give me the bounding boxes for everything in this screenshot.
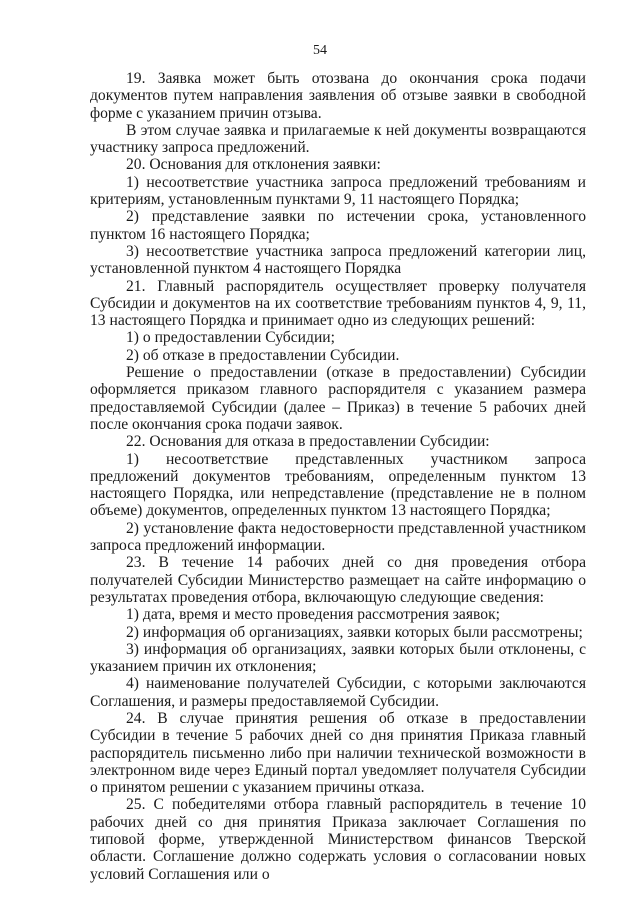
paragraph-23-item-2: 2) информация об организациях, заявки которых были рассмотрены; xyxy=(126,623,583,641)
paragraph-23-item-3: 3) информация об организациях, заявки которых были отклонены, с указанием причин их отклонения; xyxy=(90,640,586,676)
paragraph-20-item-2: 2) представление заявки по истечении срока, установленного пунктом 16 настоящего Порядка; xyxy=(90,208,586,243)
paragraph-23-item-4: 4) наименование получателей Субсидии, с которыми заключаются Соглашения, и размеры предоставляемой Субсидии. xyxy=(90,675,586,710)
paragraph-23: 23. В течение 14 рабочих дней со дня проведения отбора получателей Субсидии Министерство размещает на сайте информацию о результатах проведения отбора, включающую следующие сведения: xyxy=(90,554,586,606)
paragraph-22-item-2: 2) установление факта недостоверности представленной участником запроса предложений информации. xyxy=(90,519,586,555)
document-body xyxy=(90,70,586,883)
paragraph-21-decision: Решение о предоставлении (отказе в предоставлении) Субсидии оформляется приказом главного распорядителя с указанием размера предоставляемой Субсидии (далее – Приказ) в течение 5 рабочих дней после окончания срока подачи заявок. xyxy=(90,364,586,433)
page-number: 54 xyxy=(313,43,327,58)
paragraph-24: 24. В случае принятия решения об отказе в предоставлении Субсидии в течение 5 рабочих дней со дня принятия Приказа главный распорядитель письменно либо при наличии технической возможности в электронном виде через Единый портал уведомляет получателя Субсидии о принятом решении с указанием причины отказа. xyxy=(90,709,586,797)
paragraph-20-heading: 20. Основания для отклонения заявки: xyxy=(126,156,381,174)
paragraph-21-item-1: 1) о предоставлении Субсидии; xyxy=(126,329,335,347)
paragraph-20-item-1: 1) несоответствие участника запроса предложений требованиям и критериям, установленным пунктами 9, 11 настоящего Порядка; xyxy=(90,173,586,209)
paragraph-20-item-3: 3) несоответствие участника запроса предложений категории лиц, установленной пунктом 4 настоящего Порядка xyxy=(90,242,586,278)
paragraph-25: 25. С победителями отбора главный распорядитель в течение 10 рабочих дней со дня принятия Приказа заключает Соглашения по типовой форме, утвержденной Министерством финансов Тверской области. Соглашение должно содержать условия о согласовании новых условий Соглашения или о xyxy=(90,796,586,883)
paragraph-21: 21. Главный распорядитель осуществляет проверку получателя Субсидии и документов на их соответствие требованиям пунктов 4, 9, 11, 13 настоящего Порядка и принимает одно из следующих решений: xyxy=(90,277,586,330)
paragraph-22-heading: 22. Основания для отказа в предоставлении Субсидии: xyxy=(126,433,490,451)
paragraph-21-item-2: 2) об отказе в предоставлении Субсидии. xyxy=(126,346,400,364)
paragraph-19: 19. Заявка может быть отозвана до окончания срока подачи документов путем направления заявления об отзыве заявки в свободной форме с указанием причин отзыва. xyxy=(90,70,586,122)
paragraph-22-item-1: 1) несоответствие представленных участником запроса предложений документов требованиям, определенным пунктом 13 настоящего Порядка, или непредставление (представление не в полном объеме) документов, определенных пунктом 13 настоящего Порядка; xyxy=(90,450,586,520)
paragraph-19-return: В этом случае заявка и прилагаемые к ней документы возвращаются участнику запроса предложений. xyxy=(90,121,586,157)
paragraph-23-item-1: 1) дата, время и место проведения рассмотрения заявок; xyxy=(126,606,500,624)
